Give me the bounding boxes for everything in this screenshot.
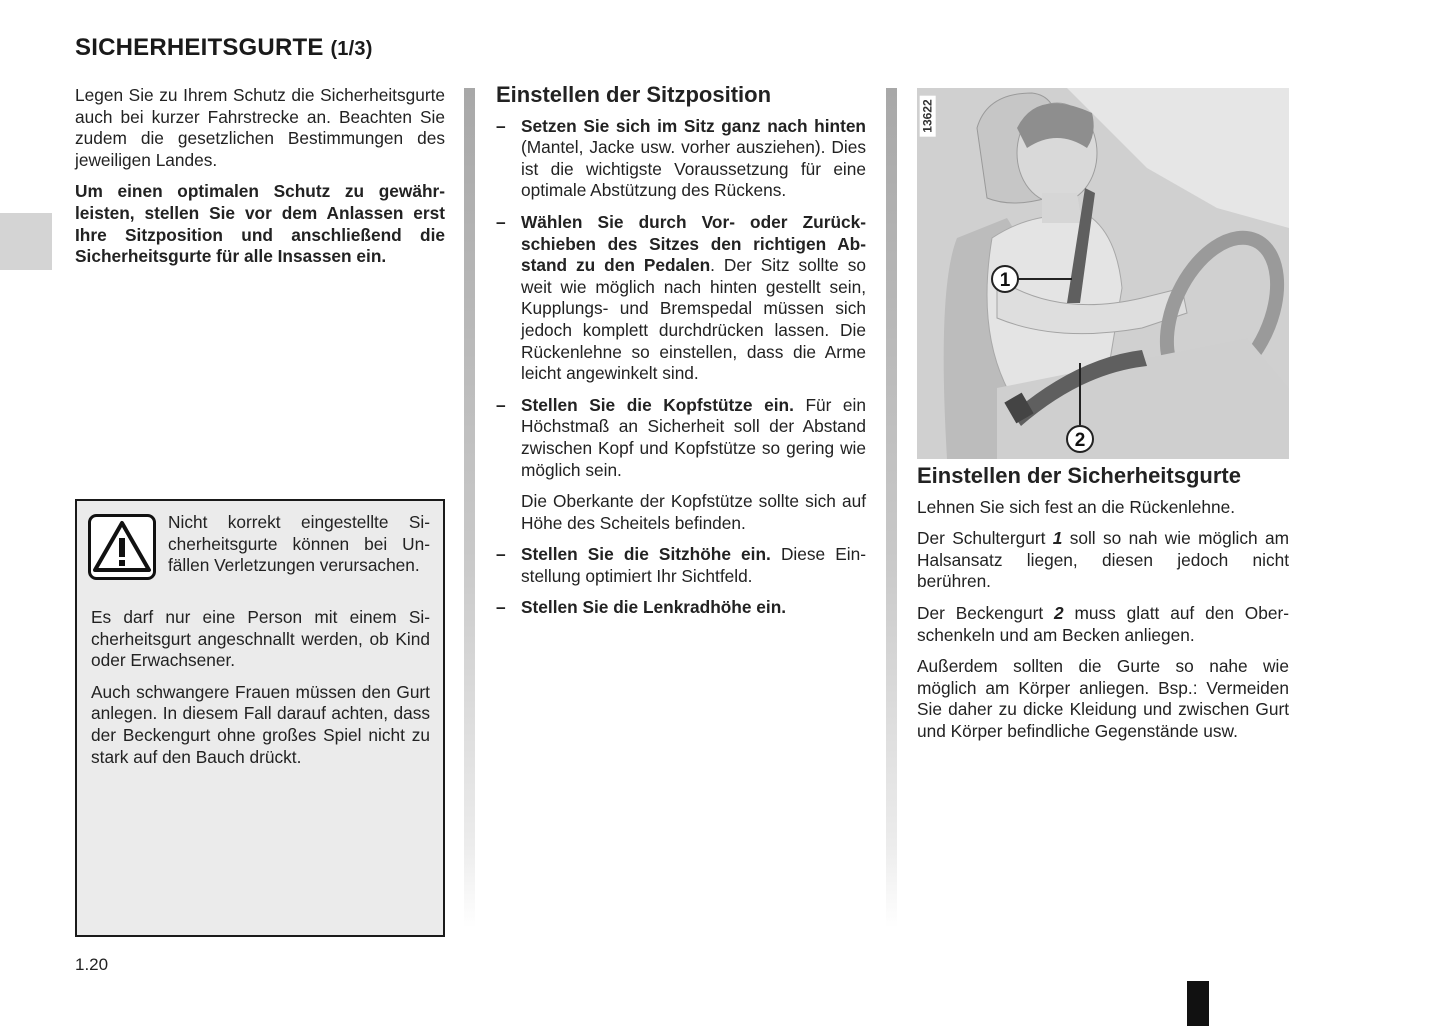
belt-heading: Einstellen der Sicherheitsgurte [917, 463, 1241, 488]
warning-text: Es darf nur eine Person mit einem Sicherheitsgurt angeschnallt werden, ob Kind oder Erwachsener. [91, 607, 430, 671]
section-edge-marker [1187, 981, 1209, 1026]
page-title-text: SICHERHEITSGURTE [75, 34, 324, 61]
list-item [496, 395, 866, 481]
list-item-bold: Stellen Sie die Kopfstütze ein. [521, 394, 794, 415]
column-divider [464, 88, 475, 928]
belt-callout-ref: 2 [1054, 602, 1064, 623]
driver-seatbelt-image [917, 88, 1289, 459]
list-item-bold: Setzen Sie sich im Sitz ganz nach hinten [521, 115, 866, 136]
page-title [75, 34, 373, 62]
column-divider [886, 88, 897, 928]
belt-paragraph [917, 603, 1289, 646]
list-item-note: Die Oberkante der Kopfstütze sollte sich auf Höhe des Scheitels befinden. [521, 491, 866, 533]
list-item-bold: Stellen Sie die Lenkradhöhe ein. [521, 597, 787, 618]
figure-number: 13622 [920, 95, 936, 136]
warning-text: Auch schwangere Frauen müssen den Gurt anlegen. In diesem Fall darauf achten, dass der Beckengurt ohne großes Spiel nicht zu stark auf den Bauch drückt. [91, 681, 430, 767]
intro-column [75, 85, 445, 278]
warning-triangle-icon [88, 514, 156, 580]
list-item [496, 597, 866, 619]
list-item-text: (Mantel, Jacke usw. vorher ausziehen). Dies ist die wichtigste Voraussetzung für eine optimale Abstützung des Rückens. [521, 137, 866, 201]
belt-callout-ref: 1 [1052, 528, 1063, 549]
belt-adjust-column [917, 465, 1289, 753]
page-title-part: (1/3) [330, 38, 373, 60]
list-dash: – [496, 544, 506, 565]
callout-label-1: 1 [999, 270, 1011, 291]
belt-text: soll so nah wie möglich am Halsansatz liegen, diesen jedoch nicht berühren. [917, 528, 1289, 592]
list-item-text: Für ein Höchstmaß an Sicherheit soll der Abstand zwischen Kopf und Kopfstütze so gering wie möglich sein. [521, 394, 866, 480]
list-item-bold: Stellen Sie die Sitzhöhe ein. [521, 544, 771, 565]
intro-paragraph: Legen Sie zu Ihrem Schutz die Sicherheitsgurte auch bei kurzer Fahrstrecke an. Beachten Sie zudem die gesetzlichen Bestimmungen des jeweiligen Landes. [75, 85, 445, 170]
belt-text: Der Schultergurt [917, 528, 1053, 549]
belt-paragraph: Lehnen Sie sich fest an die Rückenlehne. [917, 496, 1235, 517]
intro-bold-paragraph: Um einen optimalen Schutz zu gewährleisten, stellen Sie vor dem Anlassen erst Ihre Sitzposition und anschließend die Sicherheitsgurte für alle Insassen ein. [75, 181, 445, 267]
belt-paragraph [917, 528, 1289, 593]
warning-text: Nicht korrekt eingestellte Sicherheitsgurte können bei Unfällen Verletzungen verursachen. [168, 512, 430, 576]
list-item [496, 544, 866, 587]
page-number: 1.20 [75, 955, 109, 974]
list-item-bold: Wählen Sie durch Vor- oder Zurückschieben des Sitzes den richtigen Abstand zu den Pedalen [521, 211, 866, 276]
belt-paragraph: Außerdem sollten die Gurte so nahe wie möglich am Körper anliegen. Bsp.: Vermeiden Sie daher zu dicke Kleidung und zwischen Gurt und Körper befindliche Gegenstände usw. [917, 656, 1289, 741]
chapter-tab-marker [0, 213, 52, 270]
warning-box [75, 499, 445, 937]
seat-position-column [496, 84, 866, 629]
list-dash: – [496, 211, 506, 232]
list-item [496, 212, 866, 385]
list-dash: – [496, 394, 506, 415]
list-dash: – [496, 115, 506, 136]
list-item-text: . Der Sitz sollte so weit wie möglich nach hinten gestellt sein, Kupplungs- und Bremspedal müssen sich jedoch komplett durchdrücken lassen. Die Rückenlehne so einstellen, dass die Arme leicht angewinkelt sind. [521, 255, 866, 384]
list-dash: – [496, 597, 506, 618]
seatbelt-illustration [917, 88, 1289, 459]
seat-heading: Einstellen der Sitzposition [496, 82, 772, 107]
list-item-text: Diese Einstellung optimiert Ihr Sichtfeld. [521, 544, 866, 586]
belt-text: muss glatt auf den Oberschenkeln und am Becken anliegen. [917, 602, 1289, 645]
list-item [496, 116, 866, 202]
belt-text: Der Beckengurt [917, 602, 1055, 623]
callout-label-2: 2 [1074, 430, 1086, 451]
